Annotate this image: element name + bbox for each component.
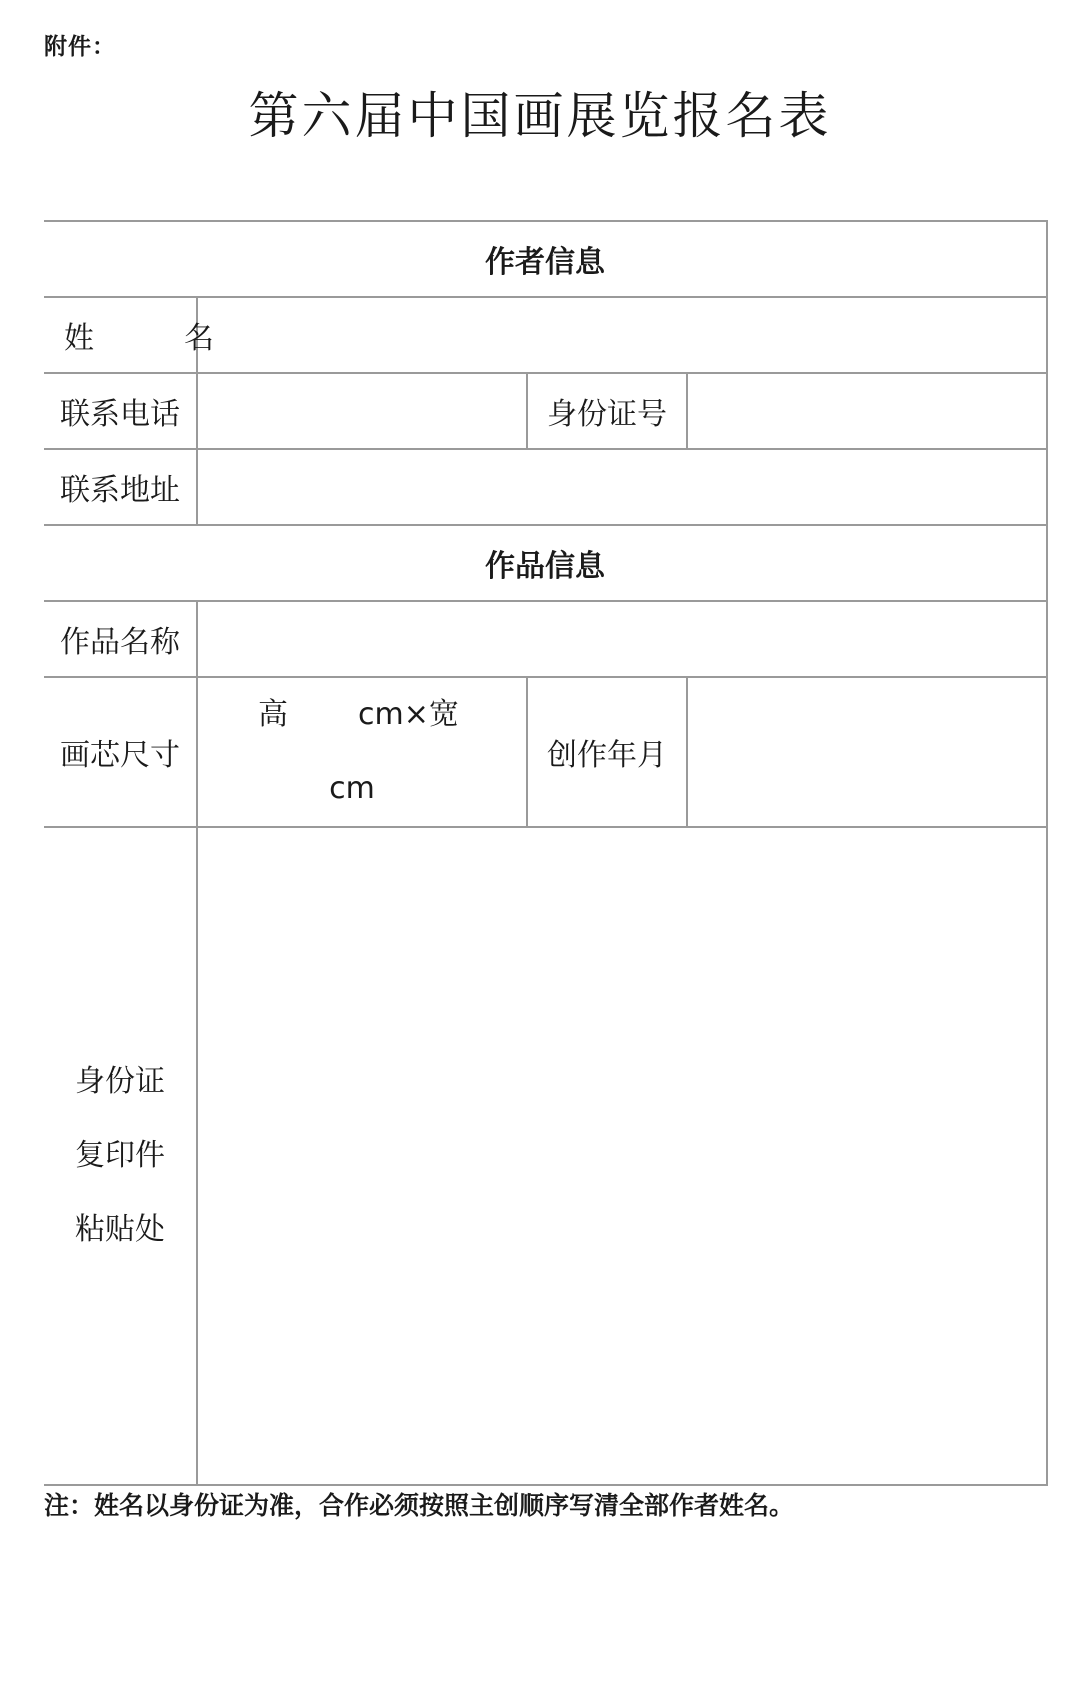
- author-section-header: 作者信息: [44, 221, 1047, 297]
- page-title: 第六届中国画展览报名表: [248, 87, 832, 145]
- id-copy-label-line-1: 身份证: [75, 1064, 165, 1099]
- size-line-1: [198, 678, 526, 752]
- size-unit-text: cm: [329, 771, 375, 806]
- phone-id-row: [44, 373, 1047, 449]
- id-copy-paste-area[interactable]: [197, 827, 1047, 1485]
- name-row: [44, 297, 1047, 373]
- phone-label: 联系电话: [44, 373, 197, 449]
- attachment-label: 附件：: [44, 34, 116, 60]
- creation-date-field[interactable]: [687, 677, 1047, 827]
- size-field[interactable]: [197, 677, 527, 827]
- registration-form-table: [44, 220, 1048, 1486]
- id-copy-label: [44, 827, 197, 1485]
- address-label: 联系地址: [44, 449, 197, 525]
- work-name-row: [44, 601, 1047, 677]
- size-label: 画芯尺寸: [44, 677, 197, 827]
- work-section-row: [44, 525, 1047, 601]
- phone-field[interactable]: [197, 373, 527, 449]
- size-width-text: cm×宽: [358, 697, 459, 732]
- work-name-label: 作品名称: [44, 601, 197, 677]
- id-number-label: 身份证号: [527, 373, 687, 449]
- id-copy-row: [44, 827, 1047, 1485]
- work-section-header: 作品信息: [44, 525, 1047, 601]
- name-label-text: 姓 名: [64, 321, 244, 356]
- work-name-field[interactable]: [197, 601, 1047, 677]
- size-date-row: [44, 677, 1047, 827]
- size-height-text: 高: [258, 697, 288, 732]
- author-section-row: [44, 221, 1047, 297]
- id-number-field[interactable]: [687, 373, 1047, 449]
- footer-note: 注：姓名以身份证为准，合作必须按照主创顺序写清全部作者姓名。: [44, 1491, 795, 1520]
- address-field[interactable]: [197, 449, 1047, 525]
- name-field[interactable]: [197, 297, 1047, 373]
- name-label: [44, 297, 244, 373]
- address-row: [44, 449, 1047, 525]
- creation-date-label: 创作年月: [527, 677, 687, 827]
- id-copy-label-line-3: 粘贴处: [75, 1212, 165, 1247]
- id-copy-label-line-2: 复印件: [75, 1138, 165, 1173]
